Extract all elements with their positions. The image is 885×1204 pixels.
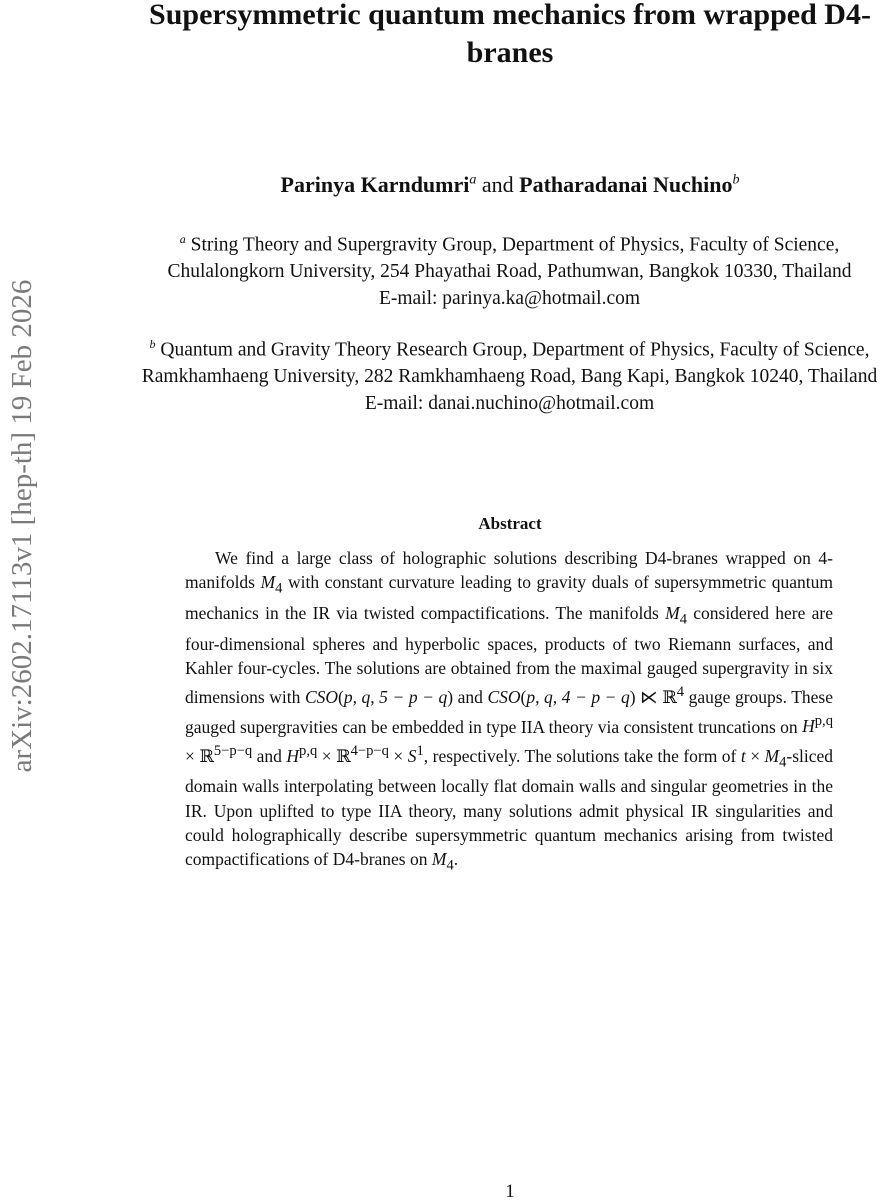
affiliation-mark: a bbox=[469, 172, 477, 188]
author-email: E-mail: parinya.ka@hotmail.com bbox=[378, 287, 641, 309]
truncation-space-2: H$^{p,q}$ × ℝ$^{4-p-q}$ × $S^1$ bbox=[286, 742, 424, 766]
abstract-text: and bbox=[453, 687, 488, 708]
sliced-domain-wall-expression: $t \times M_4$ bbox=[740, 745, 787, 771]
affiliation-text: String Theory and Supergravity Group, Department of Physics, Faculty of Science, Chulalongkorn University, 254 Phayathai Road, Pathumwan, Bangkok 10330, Thailand bbox=[167, 234, 852, 282]
abstract-text: and bbox=[252, 745, 287, 766]
author-email: E-mail: danai.nuchino@hotmail.com bbox=[364, 392, 655, 414]
affiliation-text: Quantum and Gravity Theory Research Group, Department of Physics, Faculty of Science, Ramkhamhaeng University, 282 Ramkhamhaeng Road, Bang Kapi, Bangkok 10240, Thailand bbox=[141, 339, 878, 387]
affiliation-a bbox=[122, 226, 885, 312]
affiliation-mark: b bbox=[732, 172, 740, 188]
paper-title: Supersymmetric quantum mechanics from wrapped D4-branes bbox=[149, 0, 871, 69]
abstract-text: considered here are four-dimensional spheres and hyperbolic spaces, products of two Riemann surfaces, and Kahler four-cycles. The solutions are obtained from the maximal gauged supergravity in six dimensions with bbox=[185, 603, 834, 708]
affiliation-mark: b bbox=[149, 337, 156, 351]
page-number: 1 bbox=[505, 1181, 515, 1202]
truncation-space-1: H$^{p,q}$ × ℝ$^{5-p-q}$ bbox=[185, 713, 833, 766]
manifold-symbol: $M_4$ bbox=[431, 849, 454, 874]
abstract-body bbox=[185, 546, 833, 878]
affiliation-mark: a bbox=[179, 232, 186, 246]
gauge-group-cso-1: CSO(p, q, 5 − p − q) bbox=[304, 687, 454, 708]
abstract-text: . bbox=[453, 849, 459, 870]
gauge-group-cso-2: CSO(p, q, 4 − p − q) ⋉ ℝ$^4$ bbox=[487, 684, 685, 708]
abstract-text: -sliced domain walls interpolating between locally flat domain walls and singular geometries in the IR. Upon uplifted to type IIA theory, many solutions admit physical IR singularities and could holographically describe supersymmetric quantum mechanics arising from twisted compactifications of D4-branes on bbox=[185, 745, 834, 870]
abstract-text: gauge groups. These gauged supergravities can be embedded in type IIA theory via consistent truncations on bbox=[185, 687, 833, 737]
manifold-symbol: $M_4$ bbox=[665, 603, 687, 628]
abstract-text: with constant curvature leading to gravity duals of supersymmetric quantum mechanics in the IR via twisted compactifications. The manifolds bbox=[185, 572, 833, 624]
author-name: Parinya Karndumri bbox=[280, 172, 470, 197]
abstract-text: We find a large class of holographic solutions describing D4-branes wrapped on 4-manifolds bbox=[185, 548, 833, 593]
affiliation-b bbox=[122, 331, 885, 417]
abstract-heading: Abstract bbox=[478, 514, 542, 533]
author-line bbox=[120, 170, 885, 200]
abstract-text: , respectively. The solutions take the form of bbox=[423, 745, 741, 766]
author-conjunction: and bbox=[481, 172, 514, 197]
arxiv-identifier: arXiv:2602.17113v1 [hep-th] 19 Feb 2026 bbox=[6, 279, 38, 773]
manifold-symbol: $M_4$ bbox=[260, 572, 283, 597]
author-name: Patharadanai Nuchino bbox=[519, 172, 733, 197]
